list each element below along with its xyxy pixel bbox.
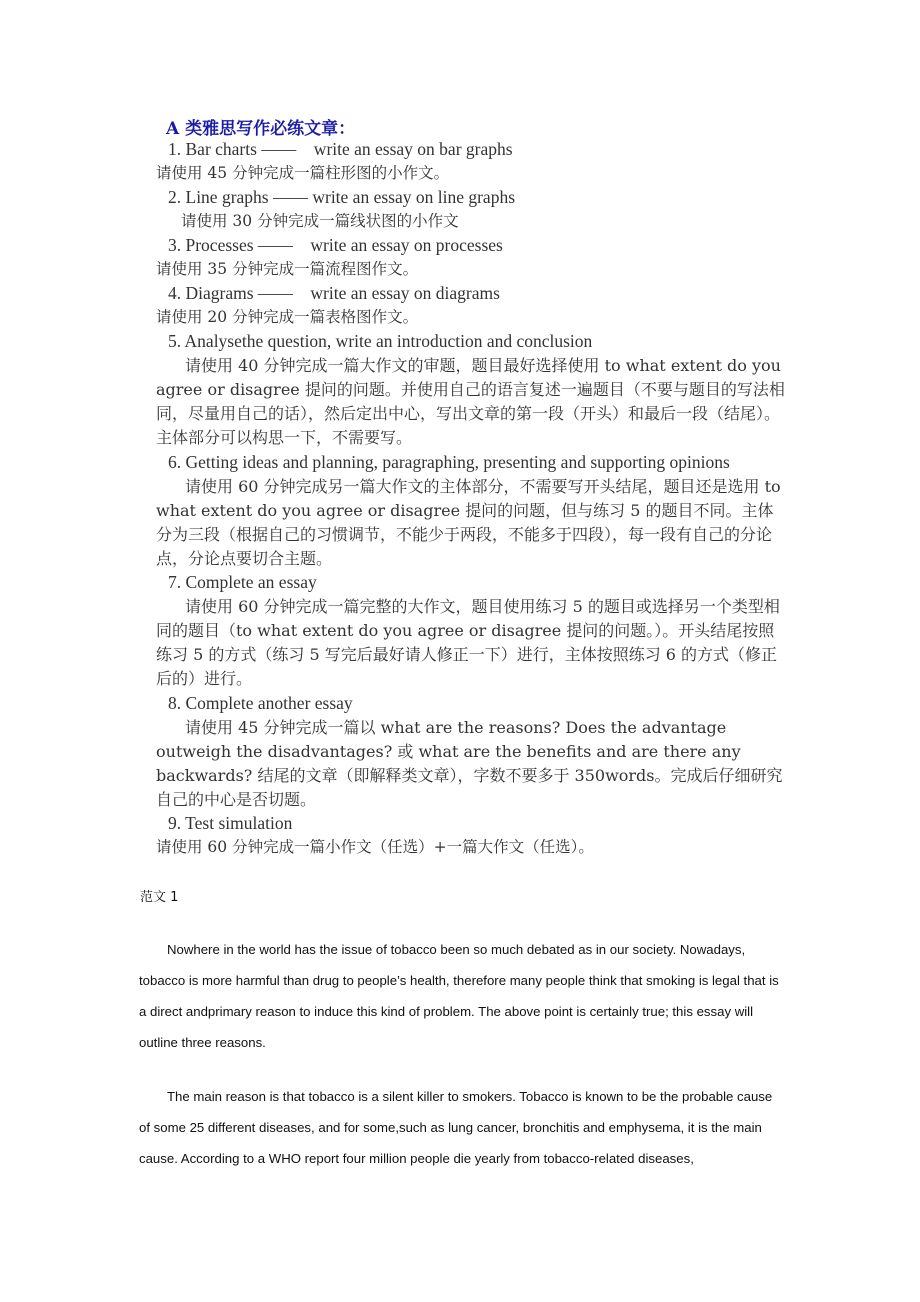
page-title: A 类雅思写作必练文章： — [166, 119, 356, 139]
task-6-heading: 6. Getting ideas and planning, paragraphing, presenting and supporting opinions — [168, 452, 730, 472]
task-5-body: 请使用 40 分钟完成一篇大作文的审题，题目最好选择使用 to what extent do you agree or disagree 提问的问题。并使用自己的语言复述一遍题目（不要与题目的写法相同，尽量用自己的话），然后定出中心，写出文章的第一段（开头）和最后一段（结尾）。主体部分可以构思一下，不需要写。 — [156, 356, 785, 447]
task-8-heading: 8. Complete another essay — [168, 693, 353, 713]
essay-paragraph-2: The main reason is that tobacco is a silent killer to smokers. Tobacco is known to be the probable cause of some 25 different diseases, and for some,such as lung cancer, bronchitis and emphysema, it is the main cause. According to a WHO report four million people die yearly from tobacco-related diseases, — [139, 1089, 773, 1166]
task-3-heading: 3. Processes —— write an essay on processes — [168, 235, 503, 255]
task-5-heading: 5. Analysethe question, write an introduction and conclusion — [168, 331, 593, 351]
task-6-body: 请使用 60 分钟完成另一篇大作文的主体部分，不需要写开头结尾，题目还是选用 to what extent do you agree or disagree 提问的问题，但与练习 5 的题目不同。主体分为三段（根据自己的习惯调节，不能少于两段，不能多于四段），每一段有自己的分论点，分论点要切合主题。 — [156, 477, 781, 568]
task-1-body: 请使用 45 分钟完成一篇柱形图的小作文。 — [156, 164, 450, 182]
task-2-heading: 2. Line graphs —— write an essay on line graphs — [168, 187, 516, 207]
task-4-heading: 4. Diagrams —— write an essay on diagrams — [168, 283, 500, 303]
task-9-body: 请使用 60 分钟完成一篇小作文（任选）+一篇大作文（任选）。 — [156, 838, 594, 856]
task-3-body: 请使用 35 分钟完成一篇流程图作文。 — [156, 260, 419, 278]
task-8-body: 请使用 45 分钟完成一篇以 what are the reasons? Does the advantage outweigh the disadvantages? 或 what are the benefits and are there any backwards? 结尾的文章（即解释类文章），字数不要多于 350words。完成后仔细研究自己的中心是否切题。 — [156, 718, 783, 809]
task-7-heading: 7. Complete an essay — [168, 572, 317, 592]
task-9-heading: 9. Test simulation — [168, 813, 293, 833]
sample-label: 范文 1 — [140, 890, 179, 905]
task-2-body: 请使用 30 分钟完成一篇线状图的小作文 — [181, 212, 459, 230]
task-7-body: 请使用 60 分钟完成一篇完整的大作文，题目使用练习 5 的题目或选择另一个类型相同的题目（to what extent do you agree or disagree 提问的问题。）。开头结尾按照练习 5 的方式（练习 5 写完后最好请人修正一下）进行，主体按照练习 6 的方式（修正后的）进行。 — [156, 597, 780, 688]
task-1-heading: 1. Bar charts —— write an essay on bar graphs — [168, 139, 513, 159]
essay-paragraph-1: Nowhere in the world has the issue of tobacco been so much debated as in our society. Nowadays, tobacco is more harmful than drug to people’s health, therefore many people think that smoking is legal that is a direct andprimary reason to induce this kind of problem. The above point is certainly true; this essay will outline three reasons. — [139, 942, 779, 1050]
task-4-body: 请使用 20 分钟完成一篇表格图作文。 — [156, 308, 419, 326]
